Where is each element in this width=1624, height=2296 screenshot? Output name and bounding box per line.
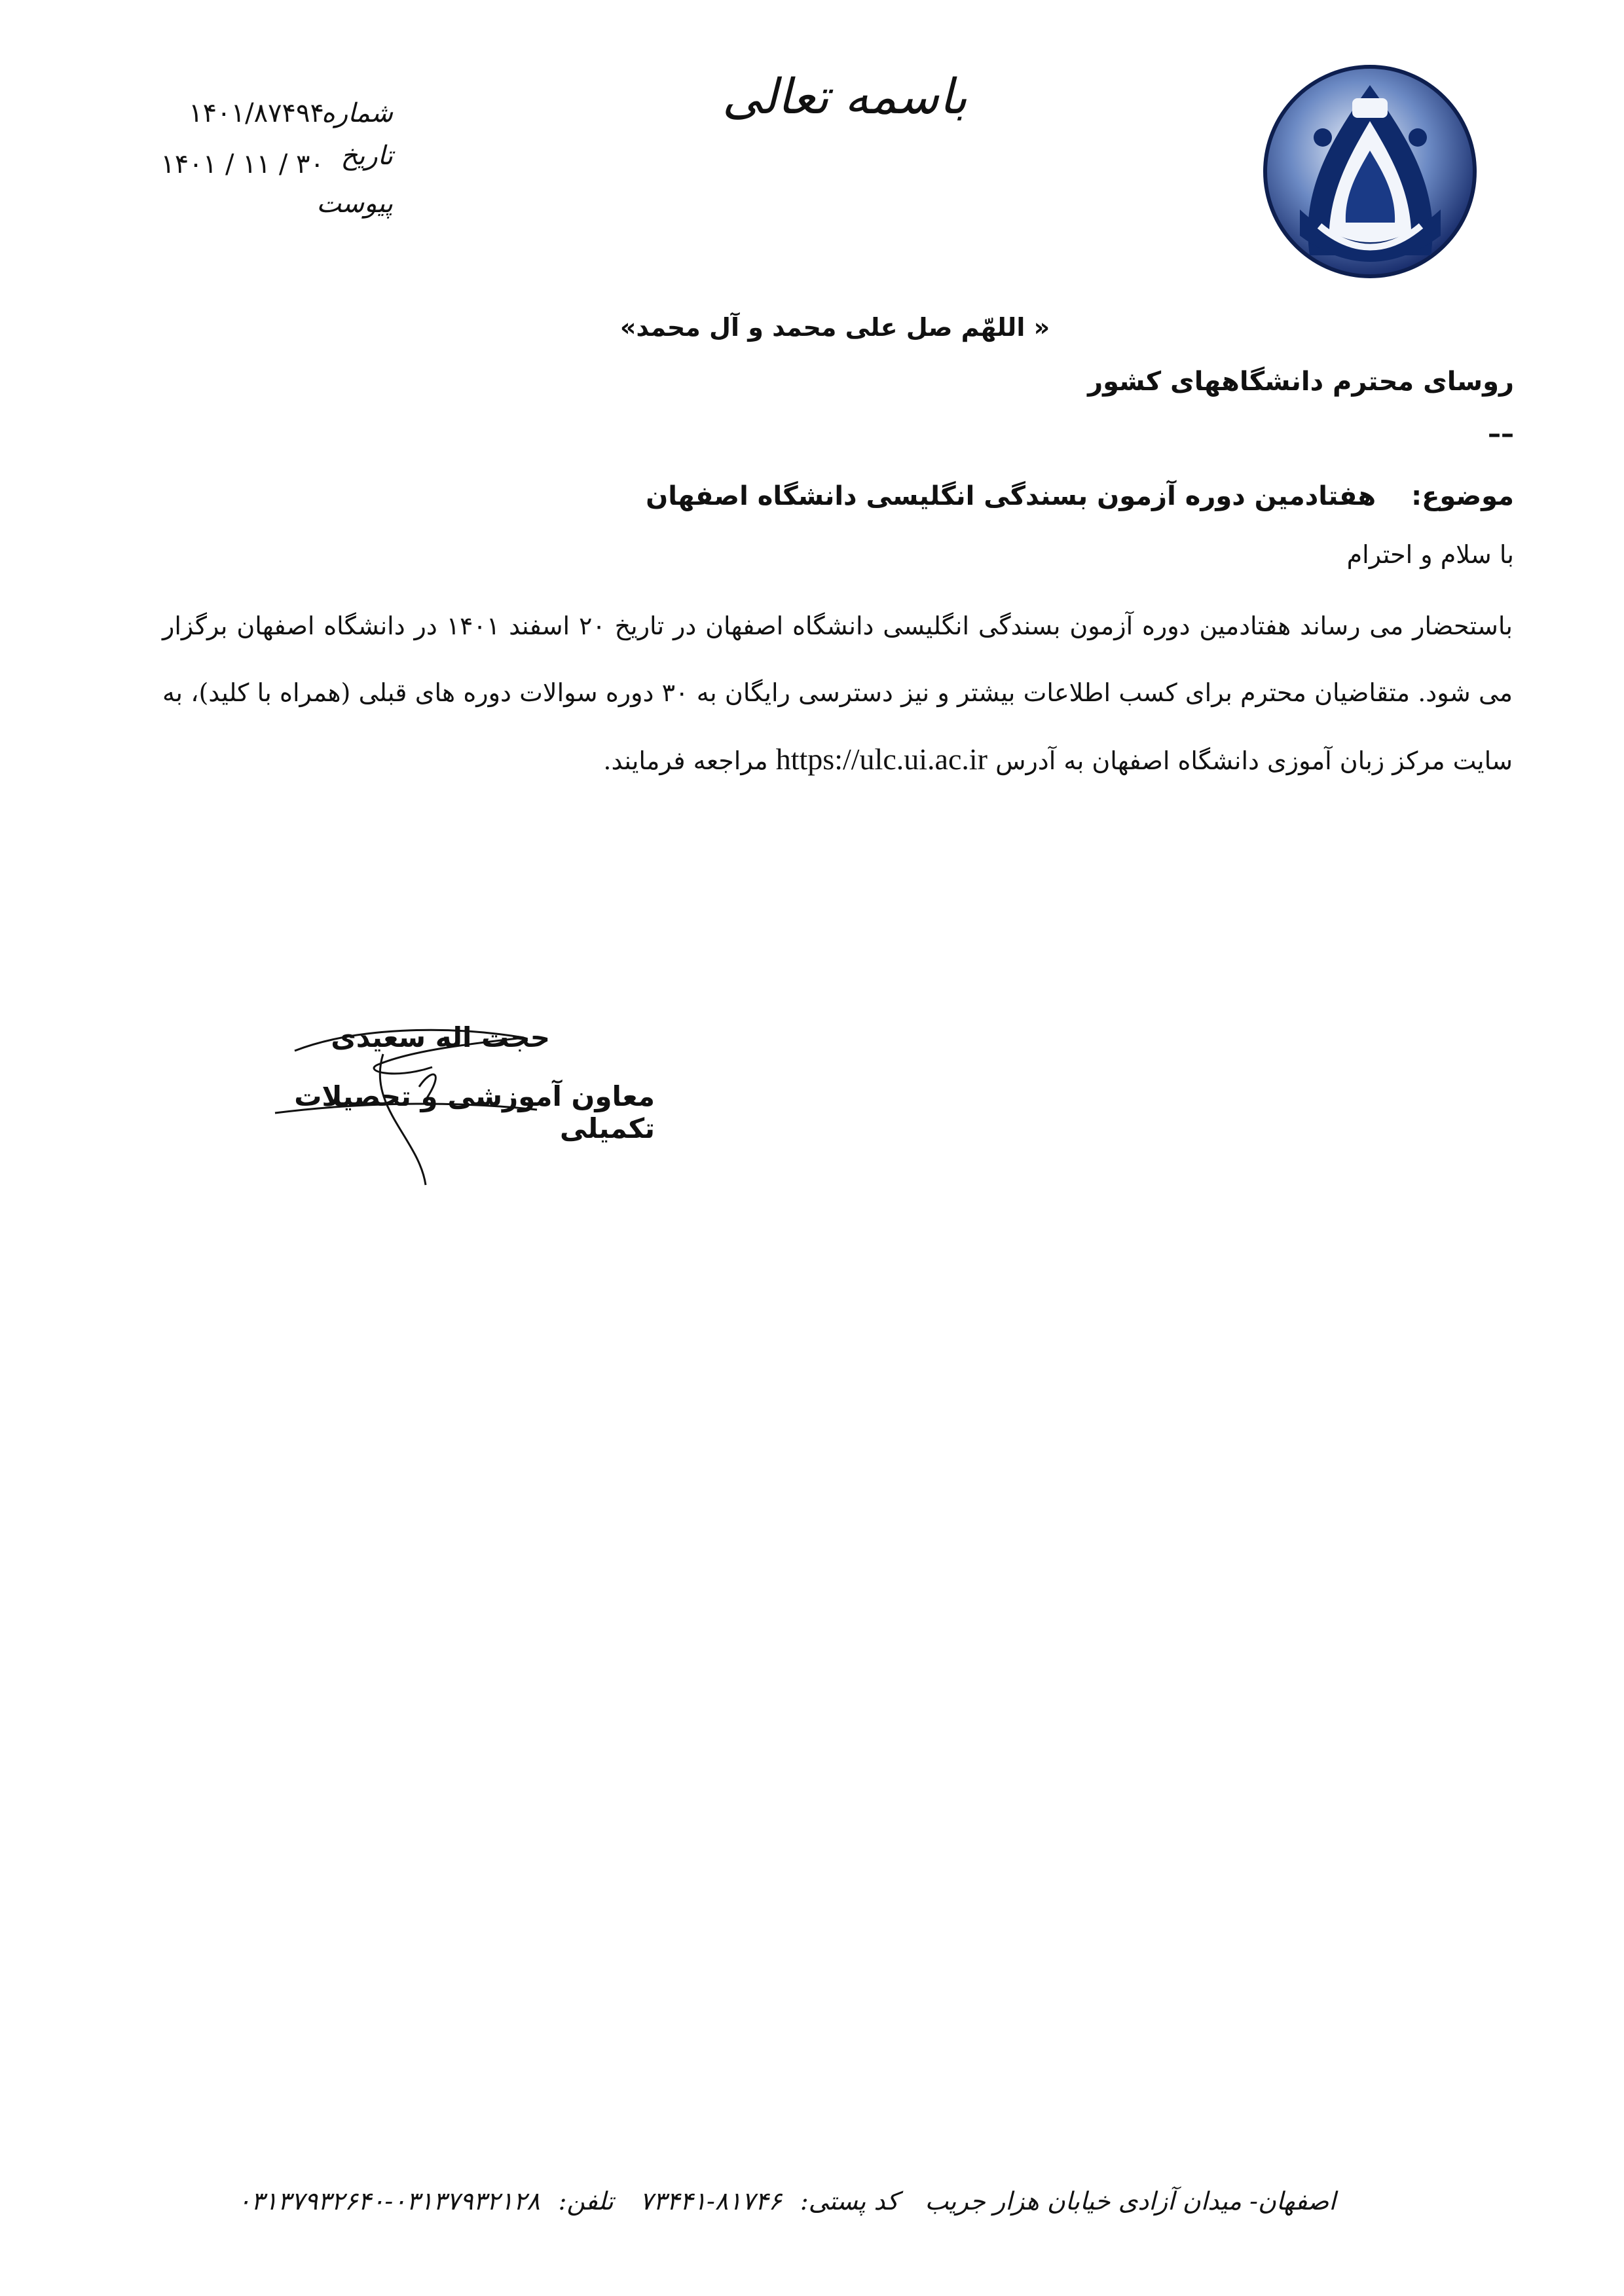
signer-name: حجت اله سعیدی [331,1021,550,1053]
paragraph-text-after-url: مراجعه فرمایند. [603,746,768,775]
recipient-line: روسای محترم دانشگاههای کشور [1088,367,1514,397]
letter-date-label: تاریخ [341,141,393,171]
letter-number-label: شماره [321,98,393,128]
university-seal-logo [1261,59,1480,282]
letter-date-value: ۱۴۰۱ / ۱۱ / ۳۰ [160,149,324,179]
separator-dash: –– [1488,419,1514,449]
phone-label: تلفن: [558,2187,614,2215]
letter-number-value: ۱۴۰۱/۸۷۴۹۴ [189,98,324,128]
greeting-line: با سلام و احترام [1346,540,1514,569]
footer-contact [237,2187,1336,2215]
letter-body-paragraph [162,592,1513,794]
subject-row [466,481,1514,511]
salawat-line: « اللهّم صل علی محمد و آل محمد» [619,313,1050,342]
website-url: https://ulc.ui.ac.ir [775,742,987,776]
signer-title: معاون آموزشی و تحصیلات تکمیلی [294,1080,655,1144]
postal-code-value: ۸۱۷۴۶-۷۳۴۴۱ [639,2187,782,2215]
subject-label: موضوع: [1411,481,1514,511]
phone-value: ۰۳۱۳۷۹۳۲۱۲۸-۰۳۱۳۷۹۳۲۶۴۰ [237,2187,540,2215]
attachment-label: پیوست [316,189,393,219]
postal-code-label: کد پستی: [800,2187,899,2215]
footer-address: اصفهان- میدان آزادی خیابان هزار جریب [925,2187,1336,2215]
subject-text: هفتادمین دوره آزمون بسندگی انگلیسی دانشگاه اصفهان [646,481,1376,511]
basmala-heading: باسمه تعالی [722,69,968,125]
paragraph-text-before-url: باستحضار می رساند هفتادمین دوره آزمون بسندگی انگلیسی دانشگاه اصفهان در تاریخ ۲۰ اسفند ۱۴۰۱ در دانشگاه اصفهان برگزار می شود. متقاضیان محترم برای کسب اطلاعات بیشتر و نیز دسترسی رایگان به ۳۰ دوره سوالات دوره های قبلی (همراه با کلید)، به سایت مرکز زبان آموزی دانشگاه اصفهان به آدرس [162,611,1513,775]
